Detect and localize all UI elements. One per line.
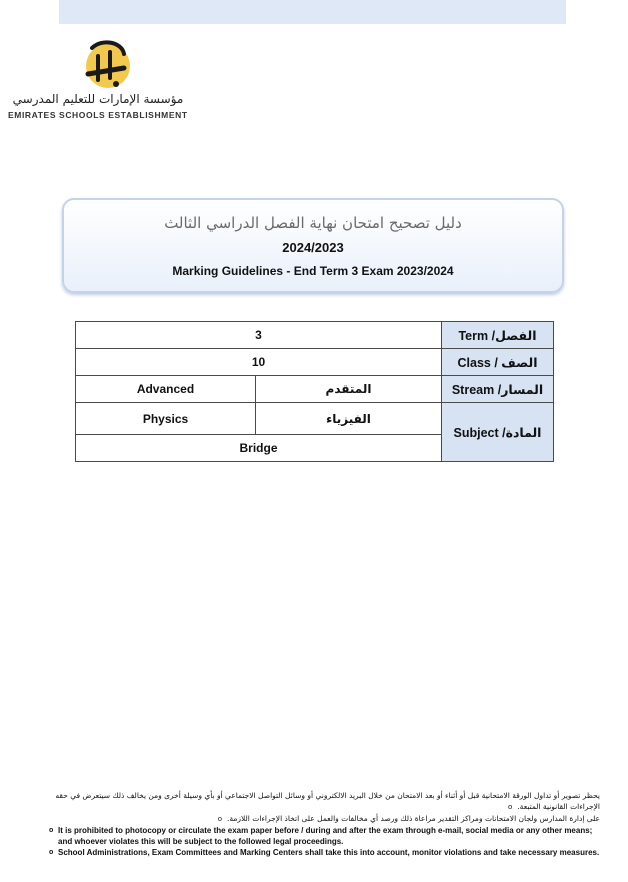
note-arabic-2-text: على إدارة المدارس ولجان الامتحانات ومراكز التقدير مراعاة ذلك ورصد أي مخالفات والعمل على اتخاذ الإجراءات اللازمة. <box>226 814 600 823</box>
title-arabic: دليل تصحيح امتحان نهاية الفصل الدراسي الثالث <box>164 214 462 232</box>
exam-info-table <box>75 321 554 462</box>
note-arabic-1-text: يحظر تصوير أو تداول الورقة الامتحانية قبل أو أثناء أو بعد الامتحان من خلال البريد الالكتروني أو وسائل التواصل الاجتماعي أو بأي وسيلة أخرى ومن يخالف ذلك سيتعرض في حقه الإجراءات القانونية المتبعة. <box>55 791 600 811</box>
stream-english: Advanced <box>76 376 256 403</box>
table-row-stream <box>76 376 554 403</box>
subject-label: Subject /المادة <box>442 403 554 462</box>
logo-mark-icon <box>78 34 134 92</box>
class-value: 10 <box>76 349 442 376</box>
table-row-term <box>76 322 554 349</box>
title-box <box>62 198 564 293</box>
bullet-icon: o <box>49 827 54 834</box>
class-label: Class / الصف <box>442 349 554 376</box>
term-label: Term /الفصل <box>442 322 554 349</box>
note-arabic-1 <box>40 790 600 813</box>
logo-arabic-name: مؤسسة الإمارات للتعليم المدرسي <box>12 92 184 106</box>
note-english-1-text: It is prohibited to photocopy or circulate the exam paper before / during and after the exam through e-mail, social media or any other means; and whoever violates this will be subject to the followed legal proceedings. <box>58 826 593 846</box>
bullet-icon: o <box>508 803 513 811</box>
note-english-2 <box>40 847 600 858</box>
subject-english: Physics <box>76 403 256 435</box>
note-english-1 <box>40 825 600 847</box>
logo <box>8 30 198 125</box>
title-year: 2024/2023 <box>282 240 344 255</box>
exam-notes <box>40 790 600 858</box>
title-english: Marking Guidelines - End Term 3 Exam 2023/2024 <box>172 264 454 278</box>
logo-english-name: EMIRATES SCHOOLS ESTABLISHMENT <box>8 110 188 120</box>
note-english-2-text: School Administrations, Exam Committees and Marking Centers shall take this into account, monitor violations and take necessary measures. <box>58 848 600 857</box>
subject-arabic: الفيزياء <box>256 403 442 435</box>
table-row-class <box>76 349 554 376</box>
stream-arabic: المتقدم <box>256 376 442 403</box>
note-arabic-2 <box>40 813 600 825</box>
table-row-subject <box>76 403 554 435</box>
header-band <box>59 0 566 24</box>
bullet-icon: o <box>49 849 54 856</box>
term-value: 3 <box>76 322 442 349</box>
subject-bridge: Bridge <box>76 435 442 462</box>
stream-label: Stream /المسار <box>442 376 554 403</box>
bullet-icon: o <box>217 815 222 823</box>
